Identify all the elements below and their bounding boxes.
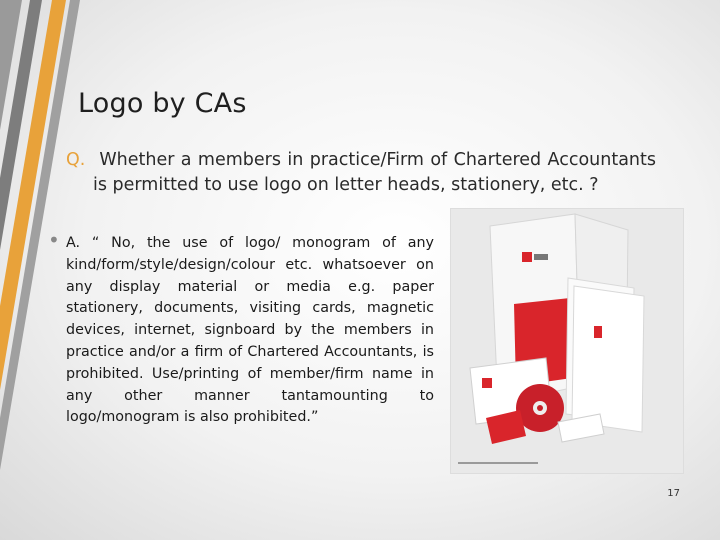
question-block	[66, 148, 656, 198]
page-number: 17	[667, 488, 680, 499]
question-label: Q.	[66, 150, 86, 170]
bullet-marker: •	[48, 228, 60, 252]
stationery-mockup-image	[450, 208, 684, 474]
question-text: Whether a members in practice/Firm of Chartered Accountants is permitted to use logo on letter heads, stationery, etc. ?	[93, 150, 656, 195]
answer-text: A. “ No, the use of logo/ monogram of any kind/form/style/design/colour etc. whatsoever on any display material or media e.g. paper stationery, documents, visiting cards, magnetic devices, internet, signboard by the members in practice and/or a firm of Chartered Accountants, is prohibited. Use/printing of member/firm name in any other manner tantamounting to logo/monogram is also prohibited.”	[66, 235, 434, 426]
slide-title: Logo by CAs	[78, 88, 247, 119]
question-paragraph	[66, 148, 656, 198]
stationery-illustration	[450, 208, 684, 474]
